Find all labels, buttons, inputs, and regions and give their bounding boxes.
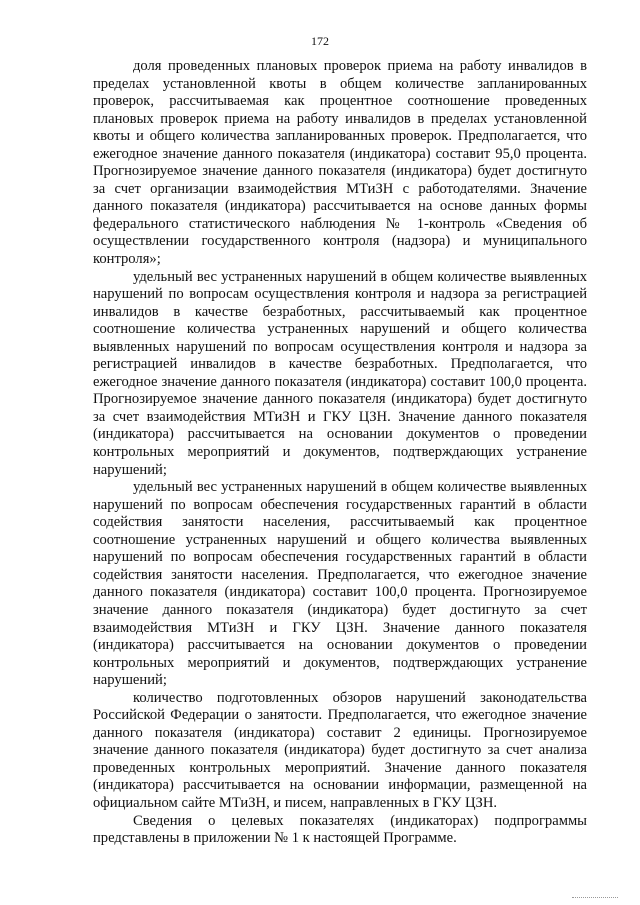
paragraph-registration-violations: удельный вес устраненных нарушений в общем количестве выявленных нарушений по вопросам осуществления контроля и надзора за регистрацией инвалидов в качестве безработных, рассчитываемый как процентное соотношение количества устраненных нарушений и общего количества выявленных нарушений по вопросам осуществления контроля и надзора за регистрацией инвалидов в качестве безработных. Предполагается, что ежегодное значение данного показателя (индикатора) составит 100,0 процента. Прогнозируемое значение данного показателя (индикатора) будет достигнуто за счет взаимодействия МТиЗН и ГКУ ЦЗН. Значение данного показателя (индикатора) рассчитывается на основании документов о проведении контрольных мероприятий и документов, подтверждающих устранение нарушений; — [93, 268, 587, 478]
paragraph-violation-reviews: количество подготовленных обзоров нарушений законодательства Российской Федерации о занятости. Предполагается, что ежегодное значение данного показателя (индикатора) составит 2 единицы. Прогнозируемое значение данного показателя (индикатора) будет достигнуто за счет анализа проведенных контрольных мероприятий. Значение данного показателя (индикатора) рассчитывается на основании информации, размещенной на официальном сайте МТиЗН, и писем, направленных в ГКУ ЦЗН. — [93, 689, 587, 811]
paragraph-inspections-share: доля проведенных плановых проверок приема на работу инвалидов в пределах установленной квоты в общем количестве запланированных проверок, рассчитываемая как процентное соотношение проведенных плановых проверок приема на работу инвалидов в пределах установленной квоты и общего количества запланированных проверок. Предполагается, что ежегодное значение данного показателя (индикатора) составит 95,0 процента. Прогнозируемое значение данного показателя (индикатора) будет достигнуто за счет организации взаимодействия МТиЗН с работодателями. Значение данного показателя (индикатора) рассчитывается на основе данных формы федерального статистического наблюдения № 1-контроль «Сведения об осуществлении государственного контроля (надзора) и муниципального контроля»; — [93, 58, 587, 268]
scan-corner-mark — [572, 894, 618, 898]
paragraph-indicators-reference: Сведения о целевых показателях (индикаторах) подпрограммы представлены в приложении № 1 к настоящей Программе. — [93, 812, 587, 847]
document-body — [93, 58, 587, 848]
paragraph-employment-guarantees-violations: удельный вес устраненных нарушений в общем количестве выявленных нарушений по вопросам обеспечения государственных гарантий в области содействия занятости населения, рассчитываемый как процентное соотношение устраненных нарушений и общего количества выявленных нарушений по вопросам обеспечения государственных гарантий в области содействия занятости населения. Предполагается, что ежегодное значение данного показателя (индикатора) составит 100,0 процента. Прогнозируемое значение данного показателя (индикатора) будет достигнуто за счет взаимодействия МТиЗН и ГКУ ЦЗН. Значение данного показателя (индикатора) рассчитывается на основании документов о проведении контрольных мероприятий и документов, подтверждающих устранение нарушений; — [93, 479, 587, 689]
page-number: 172 — [311, 34, 329, 48]
